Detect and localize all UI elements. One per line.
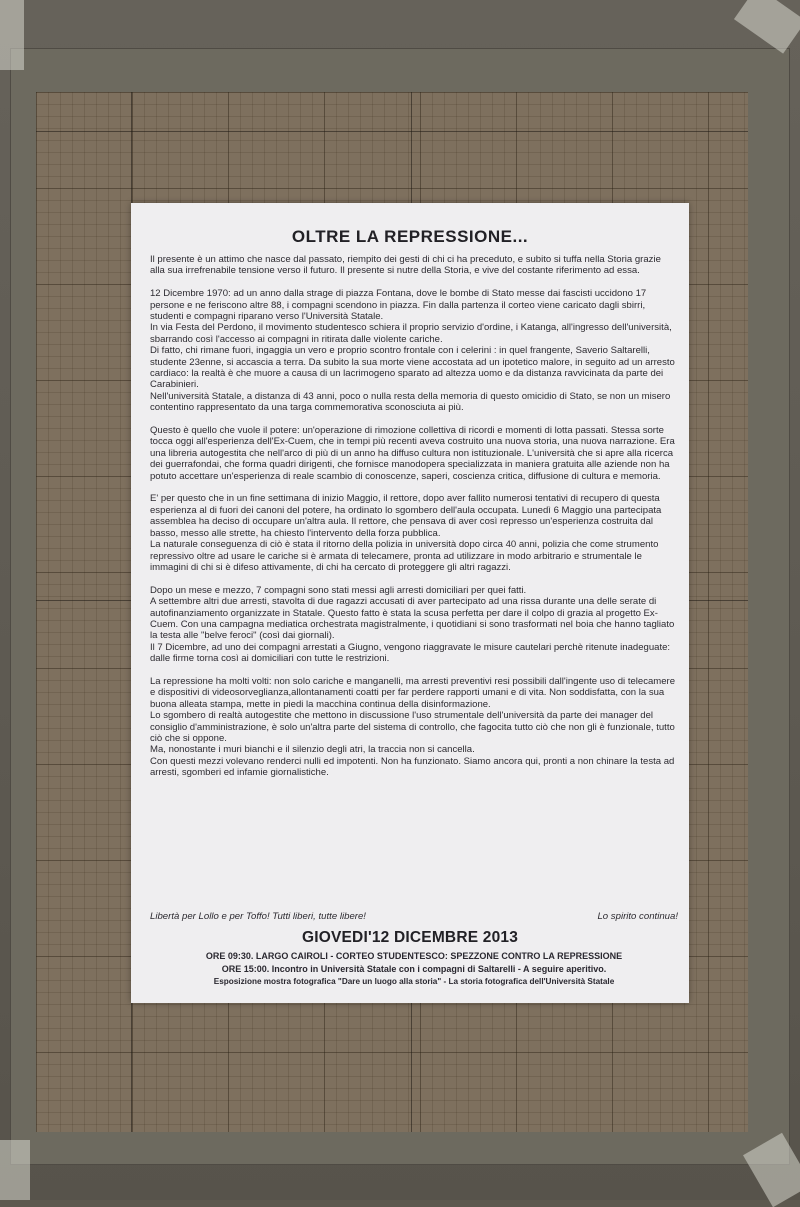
signature-row	[150, 911, 678, 925]
paragraph: Questo è quello che vuole il potere: un'operazione di rimozione collettiva di ricordi e momenti di lotta passati. Stessa sorte tocca oggi all'esperienza dell'Ex-Cuem, che in tempi più recenti aveva costruito una nuova storia, una nuova narrazione. Era una libreria autogestita che nell'arco di più di un anno ha diffuso cultura non istituzionale. L'università che si apre alla ricerca dei guerrafondai, che forma quadri dirigenti, che fornisce manodopera specializzata in maniera gratuita alle aziende non ha potuto accettare un'esperienza di reale scambio di conoscenze, saperi, coscienza critica, diffusione di cultura e memoria.	[150, 425, 675, 482]
paragraph: Lo sgombero di realtà autogestite che mettono in discussione l'uso strumentale dell'università da parte dei manager del consiglio d'amministrazione, è solo un'altra parte del sistema di controllo, che fagocita tutto ciò che non gli è funzionale, tutto ciò che si oppone.	[150, 710, 675, 744]
paragraph: Dopo un mese e mezzo, 7 compagni sono stati messi agli arresti domiciliari per quei fatti.	[150, 584, 527, 596]
paragraph: Nell'università Statale, a distanza di 43 anni, poco o nulla resta della memoria di questo omicidio di Stato, se non un misero contentino rappresentato da una targa commemorativa sconosciuta ai più.	[150, 390, 671, 414]
paragraph: La naturale conseguenza di ciò è stata il ritorno della polizia in università dopo circa 40 anni, polizia che come strumento repressivo oltre ad usare le cariche si è armata di telecamere, pronta ad utilizzare in modo arbitrario e strumentale le immagini di chi si è difeso attivamente, di chi ha cercato di proteggere gli altri ragazzi.	[150, 539, 659, 573]
paragraph: E' per questo che in un fine settimana di inizio Maggio, il rettore, dopo aver fallito numerosi tentativi di recupero di questa esperienza al di fuori dei canoni del potere, ha ordinato lo sgombero dell'aula occupata. Lunedì 6 Maggio una partecipata assemblea ha deciso di occupare un'altra aula. Il rettore, che pensava di aver così represso un'esperienza costruita dal basso, messo alle strette, ha chiesto l'intervento della forza pubblica.	[150, 493, 662, 539]
paragraph: La repressione ha molti volti: non solo cariche e manganelli, ma arresti preventivi resi possibili dall'ingente uso di telecamere e dispositivi di videosorveglianza,allontanamenti coatti per far perdere rapporti umani e di vita. Non soddisfatta, con la sua buona alleata stampa, mette in piedi la macchina continua della disinformazione.	[150, 675, 676, 710]
event-line: Esposizione mostra fotografica "Dare un luogo alla storia" - La storia fotografica dell'Università Statale	[213, 977, 615, 986]
masking-tape	[0, 1140, 30, 1200]
event-line: ORE 09:30. LARGO CAIROLI - CORTEO STUDENTESCO: SPEZZONE CONTRO LA REPRESSIONE	[205, 951, 623, 961]
paragraph: In via Festa del Perdono, il movimento studentesco schiera il proprio servizio d'ordine, i Katanga, all'ingresso dell'università, sbarrando così l'accesso ai compagni in ritirata dalle violente cariche.	[150, 322, 672, 345]
poster-body	[150, 254, 678, 779]
paragraph: Il presente è un attimo che nasce dal passato, riempito dei gesti di chi ci ha preceduto, e subito si tuffa nella Storia grazie alla sua irrefrenabile tensione verso il futuro. Il presente si nutre della Storia, e vive del costante riferimento ad essa.	[150, 254, 661, 277]
poster-title: OLTRE LA REPRESSIONE...	[291, 227, 529, 246]
paragraph: Di fatto, chi rimane fuori, ingaggia un vero e proprio scontro frontale con i celerini : in quel frangente, Saverio Saltarelli, studente 23enne, si accascia a terra. Da subito la sua morte viene accostata ad un ipotetico malore, in seguito ad un arresto cardiaco: la realtà è che muore a causa di un lacrimogeno sparato ad altezza uomo e da distanza ravvicinata da parte dei Carabinieri.	[150, 345, 675, 391]
sign-left: Libertà per Lollo e per Toffo! Tutti liberi, tutte libere!	[150, 911, 366, 922]
paragraph: 12 Dicembre 1970: ad un anno dalla strage di piazza Fontana, dove le bombe di Stato messe dai fascisti uccidono 17 persone e ne feriscono altre 88, i compagni scendono in piazza. Fin dalla partenza il corteo viene caricato dagli sbirri, studenti e compagni riparano verso l'Università Statale.	[150, 288, 647, 323]
event-line: ORE 15:00. Incontro in Università Statale con i compagni di Saltarelli - A seguire aperitivo.	[221, 964, 607, 974]
paragraph: Con questi mezzi volevano renderci nulli ed impotenti. Non ha funzionato. Siamo ancora qui, pronti a non chinare la testa ad arresti, sgomberi ed infamie giornalistiche.	[150, 755, 675, 779]
grid-ruler-line	[36, 131, 748, 132]
paragraph: Ma, nonostante i muri bianchi e il silenzio degli atri, la traccia non si cancella.	[150, 744, 475, 756]
paragraph: A settembre altri due arresti, stavolta di due ragazzi accusati di aver partecipato ad una rissa durante una delle serate di autofinanziamento organizzate in Statale. Questo fatto è stata la scusa perfetta per dare il colpo di grazia al progetto Ex-Cuem. Con una campagna mediatica orchestrata magistralmente, i quotidiani si sono trasformati nel boia che hanno tagliato la testa alle "belve feroci" (così dai giornali).	[150, 596, 675, 642]
masking-tape	[0, 0, 24, 70]
protest-poster	[131, 203, 689, 1003]
paragraph: Il 7 Dicembre, ad uno dei compagni arrestati a Giugno, vengono riaggravate le misure cautelari perchè ritenute inadeguate: dalle firme torna così ai domiciliari con tutte le restrizioni.	[150, 641, 671, 665]
sign-right: Lo spirito continua!	[597, 911, 678, 922]
date-heading: GIOVEDI'12 DICEMBRE 2013	[301, 929, 519, 946]
